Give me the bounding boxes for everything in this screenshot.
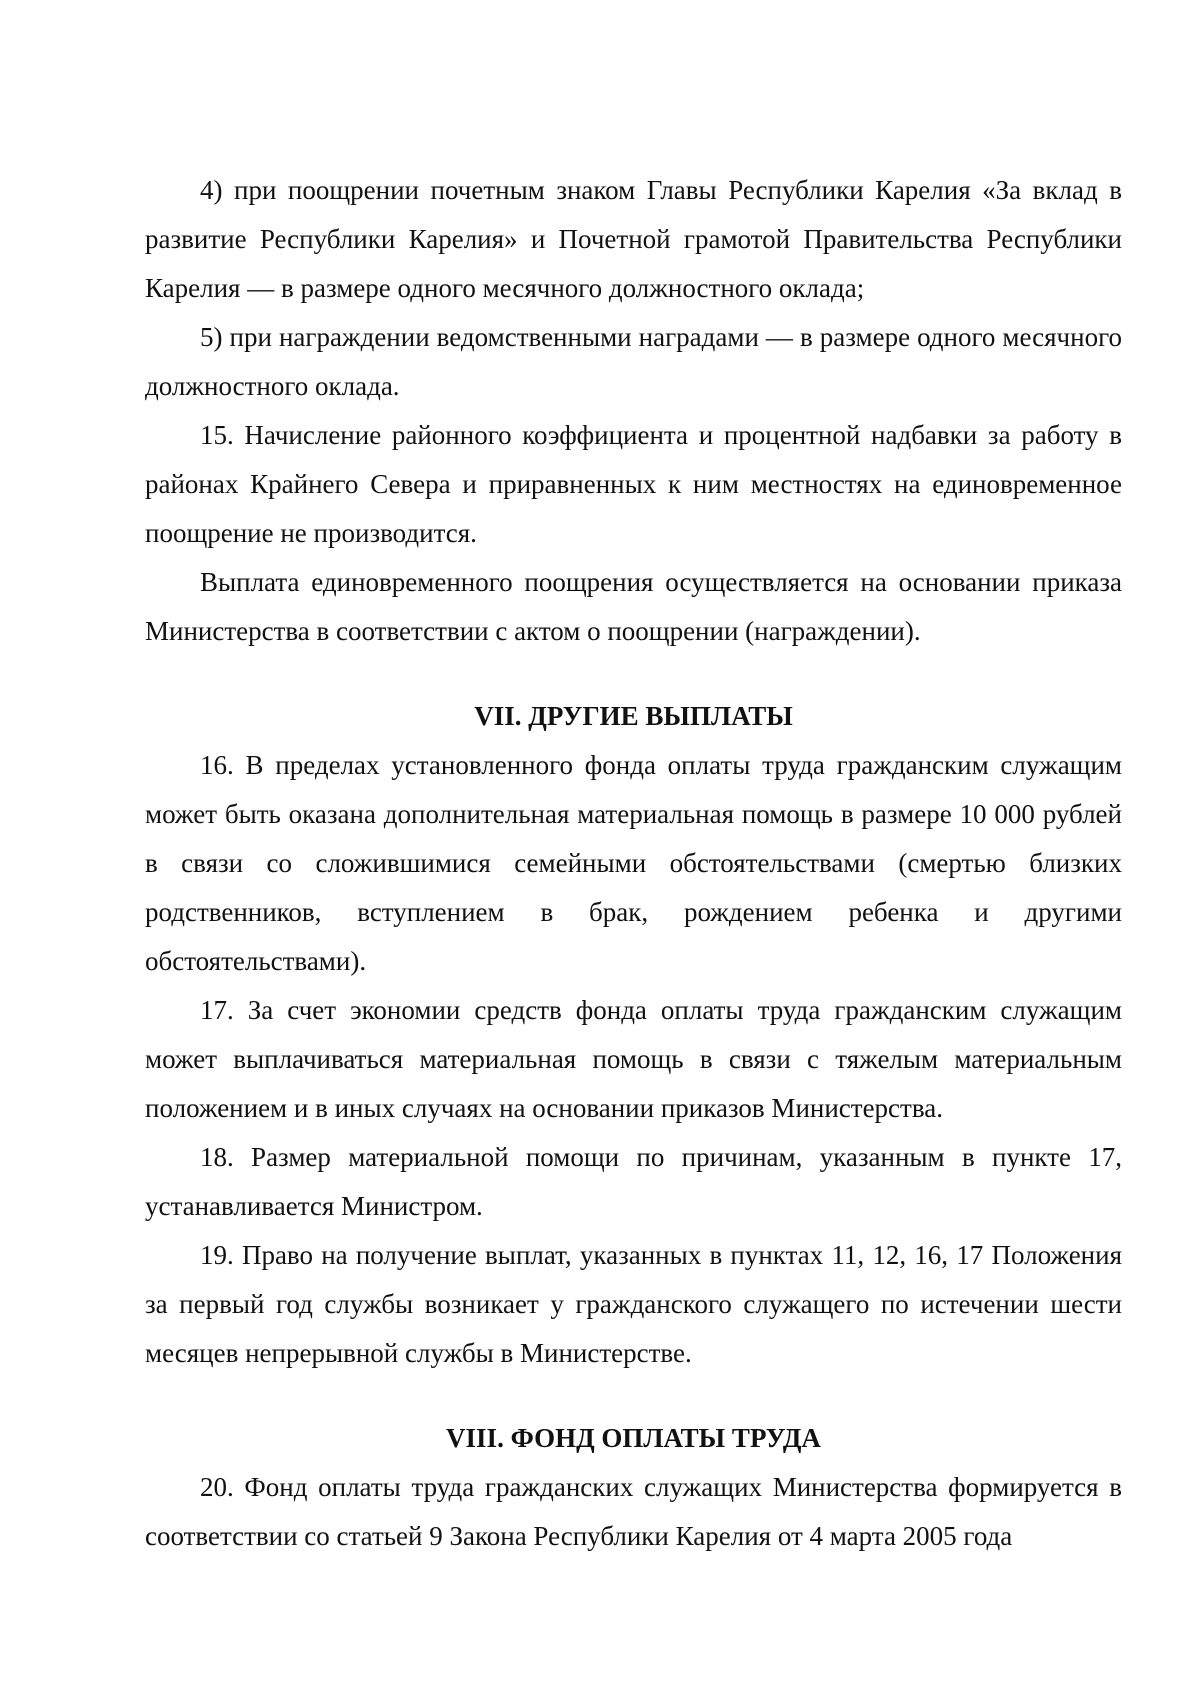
paragraph-15: 15. Начисление районного коэффициента и процентной надбавки за работу в районах Крайнего Севера и приравненных к ним местностях на единовременное поощрение не производится. (145, 420, 1122, 548)
paragraph-17: 17. За счет экономии средств фонда оплаты труда гражданским служащим может выплачиваться материальная помощь в связи с тяжелым материальным положением и в иных случаях на основании приказов Министерства. (145, 995, 1122, 1123)
paragraph-20: 20. Фонд оплаты труда гражданских служащих Министерства формируется в соответствии со статьей 9 Закона Республики Карелия от 4 марта 2005 года (145, 1472, 1122, 1551)
paragraph-item-4: 4) при поощрении почетным знаком Главы Республики Карелия «За вклад в развитие Республики Карелия» и Почетной грамотой Правительства Республики Карелия — в размере одного месячного должностного оклада; (145, 175, 1122, 303)
paragraph-item-5: 5) при награждении ведомственными наградами — в размере одного месячного должностного оклада. (145, 322, 1122, 401)
paragraph-16: 16. В пределах установленного фонда оплаты труда гражданским служащим может быть оказана дополнительная материальная помощь в размере 10 000 рублей в связи со сложившимися семейными обстоятельствами (смертью близких родственников, вступлением в брак, рождением ребенка и другими обстоятельствами). (145, 750, 1122, 976)
paragraph-19: 19. Право на получение выплат, указанных в пунктах 11, 12, 16, 17 Положения за первый год службы возникает у гражданского служащего по истечении шести месяцев непрерывной службы в Министерстве. (145, 1240, 1122, 1368)
section-heading-vii: VII. ДРУГИЕ ВЫПЛАТЫ (474, 701, 793, 731)
section-heading-viii: VIII. ФОНД ОПЛАТЫ ТРУДА (446, 1423, 821, 1453)
paragraph-payment-basis: Выплата единовременного поощрения осуществляется на основании приказа Министерства в соответствии с актом о поощрении (награждении). (145, 567, 1122, 646)
document-body (145, 166, 1122, 1561)
paragraph-18: 18. Размер материальной помощи по причинам, указанным в пункте 17, устанавливается Министром. (145, 1142, 1122, 1221)
